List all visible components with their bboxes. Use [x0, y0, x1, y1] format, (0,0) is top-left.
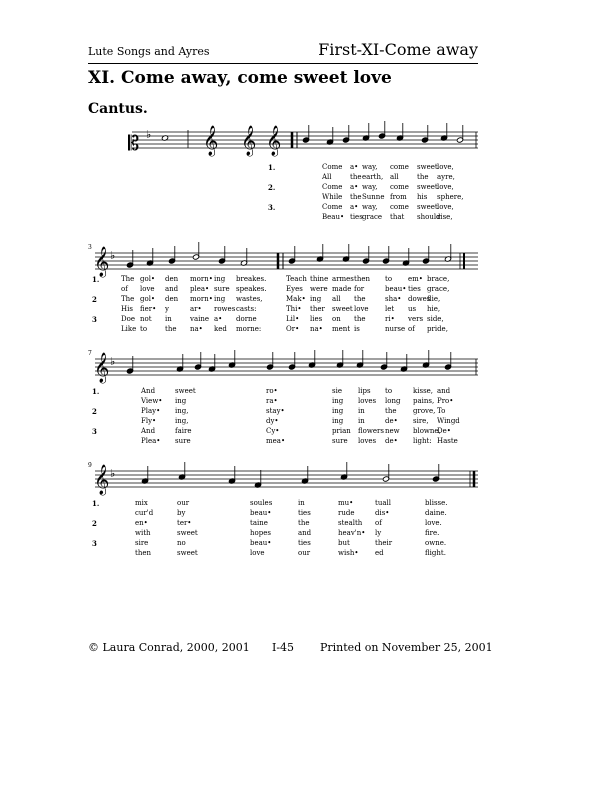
lyric-syllable: that: [390, 213, 405, 221]
lyric-syllable: den: [165, 275, 179, 283]
lyric-syllable: Pro•: [437, 397, 454, 405]
lyric-syllable: grove,: [413, 407, 436, 415]
lyric-syllable: flight.: [425, 549, 446, 557]
lyric-syllable: stealth: [338, 519, 363, 527]
song-title: XI. Come away, come sweet love: [88, 68, 392, 88]
lyric-syllable: morn•: [190, 275, 213, 283]
lyric-syllable: Sunne: [362, 193, 385, 201]
lyric-syllable: soules: [250, 499, 273, 507]
lyric-syllable: pride,: [427, 325, 448, 333]
lyric-syllable: light:: [413, 437, 432, 445]
treble-clef: 𝄞: [94, 353, 110, 383]
lyric-syllable: should: [417, 213, 441, 221]
lyric-syllable: View•: [141, 397, 163, 405]
lyric-syllable: brace,: [427, 275, 450, 283]
lyric-syllable: morn•: [190, 295, 213, 303]
lyric-syllable: ing: [332, 397, 344, 405]
lyric-syllable: ri•: [385, 315, 395, 323]
verse-number: 2: [92, 519, 97, 528]
lyric-syllable: ter•: [177, 519, 192, 527]
lyric-syllable: but: [338, 539, 350, 547]
lyric-syllable: ties: [298, 539, 311, 547]
lyric-syllable: ra•: [266, 397, 278, 405]
lyric-syllable: daine.: [425, 509, 447, 517]
lyric-syllable: to: [385, 275, 393, 283]
lyric-syllable: y: [165, 305, 169, 313]
lyric-syllable: Or•: [286, 325, 300, 333]
lyric-syllable: To: [437, 407, 446, 415]
lyric-syllable: morne:: [236, 325, 262, 333]
lyric-syllable: mu•: [338, 499, 354, 507]
lyric-syllable: em•: [408, 275, 423, 283]
lyric-syllable: Like: [121, 325, 137, 333]
lyric-syllable: ment: [332, 325, 351, 333]
lyric-syllable: sure: [175, 437, 191, 445]
lyric-syllable: vaine: [190, 315, 210, 323]
lyric-syllable: De•: [437, 427, 451, 435]
lyric-syllable: gol•: [140, 275, 156, 283]
lyric-syllable: were: [310, 285, 328, 293]
lyric-syllable: casts:: [236, 305, 257, 313]
lyric-syllable: then: [135, 549, 151, 557]
verse-number: 3.: [268, 203, 276, 212]
lyric-syllable: let: [385, 305, 395, 313]
lyric-syllable: then: [354, 275, 370, 283]
lyric-syllable: new: [385, 427, 400, 435]
lyric-syllable: the: [298, 519, 310, 527]
lyric-syllable: heav'n•: [338, 529, 366, 537]
lyric-syllable: ar•: [190, 305, 202, 313]
lyric-syllable: all: [390, 173, 399, 181]
lyric-syllable: Wingd: [437, 417, 460, 425]
treble-clef: 𝄞: [94, 465, 110, 495]
lyric-syllable: the: [350, 173, 362, 181]
lyric-syllable: vers: [408, 315, 424, 323]
measure-number: 9: [88, 462, 92, 469]
lyric-syllable: Come: [322, 183, 343, 191]
lyric-syllable: in: [358, 407, 365, 415]
lyric-syllable: sweet: [177, 549, 198, 557]
lyric-syllable: ro•: [266, 387, 278, 395]
verse-number: 2.: [268, 183, 276, 192]
lyric-syllable: den: [165, 295, 179, 303]
lyric-syllable: de•: [385, 417, 398, 425]
lyric-syllable: sweet: [332, 305, 353, 313]
lyric-syllable: ties: [350, 213, 363, 221]
lyric-syllable: mea•: [266, 437, 286, 445]
lyric-syllable: Lil•: [286, 315, 300, 323]
lyric-syllable: of: [408, 325, 415, 333]
lyric-syllable: While: [322, 193, 343, 201]
lyric-syllable: kisse,: [413, 387, 434, 395]
verse-number: 1.: [268, 163, 276, 172]
print-date: Printed on November 25, 2001: [320, 641, 493, 654]
lyric-syllable: the: [417, 173, 429, 181]
lyric-syllable: gol•: [140, 295, 156, 303]
measure-number: 7: [88, 350, 92, 357]
lyric-syllable: blisse.: [425, 499, 448, 507]
lyric-syllable: love: [354, 305, 369, 313]
part-label: Cantus.: [88, 101, 148, 117]
lyric-syllable: fier•: [140, 305, 157, 313]
lyric-syllable: sire: [135, 539, 149, 547]
lyric-syllable: the: [385, 407, 397, 415]
lyric-syllable: of: [121, 285, 128, 293]
treble-clef: 𝄞: [266, 126, 282, 156]
lyric-syllable: long: [385, 397, 401, 405]
lyric-syllable: to: [385, 387, 393, 395]
flat-key-signature: ♭: [110, 355, 116, 368]
lyric-syllable: Teach: [286, 275, 307, 283]
lyric-syllable: ing: [175, 397, 187, 405]
lyric-syllable: grace,: [427, 285, 450, 293]
lyric-syllable: nurse: [385, 325, 406, 333]
lyric-syllable: ing: [310, 295, 322, 303]
flat-key-signature: ♭: [110, 467, 116, 480]
lyric-syllable: na•: [310, 325, 323, 333]
lyric-syllable: Come: [322, 203, 343, 211]
lyric-syllable: ther: [310, 305, 325, 313]
lyric-syllable: rowes: [214, 305, 236, 313]
lyric-syllable: de•: [385, 437, 398, 445]
lyric-syllable: of: [375, 519, 382, 527]
lyric-syllable: wastes,: [236, 295, 263, 303]
lyric-syllable: sie: [332, 387, 342, 395]
lyric-syllable: a•: [214, 315, 223, 323]
lyric-syllable: armes: [332, 275, 354, 283]
lyric-syllable: side,: [427, 315, 444, 323]
lyric-syllable: in: [298, 499, 305, 507]
lyric-syllable: and: [165, 285, 179, 293]
lyric-syllable: Plea•: [141, 437, 161, 445]
lyric-syllable: blowne,: [413, 427, 441, 435]
lyric-syllable: thine: [310, 275, 329, 283]
flat-key-signature: ♭: [146, 128, 152, 141]
lyric-syllable: The: [121, 275, 135, 283]
verse-number: 3: [92, 539, 97, 548]
lyric-syllable: loves: [358, 437, 377, 445]
lyric-syllable: the: [350, 193, 362, 201]
lyric-syllable: ayre,: [437, 173, 455, 181]
verse-number: 3: [92, 427, 97, 436]
lyric-syllable: sweet: [177, 529, 198, 537]
lyric-syllable: no: [177, 539, 186, 547]
lyric-syllable: their: [375, 539, 393, 547]
lyric-syllable: come: [390, 183, 409, 191]
lyric-syllable: dis•: [375, 509, 390, 517]
lyric-syllable: love,: [437, 163, 454, 171]
lyric-syllable: not: [140, 315, 152, 323]
lyric-syllable: our: [298, 549, 311, 557]
lyric-syllable: plea•: [190, 285, 210, 293]
lyric-syllable: Fly•: [141, 417, 157, 425]
lyric-syllable: sweet: [417, 183, 438, 191]
lyric-syllable: a•: [350, 203, 359, 211]
lyric-syllable: ked: [214, 325, 227, 333]
lyric-syllable: the: [354, 315, 366, 323]
verse-number: 3: [92, 315, 97, 324]
lyric-syllable: by: [177, 509, 186, 517]
lyric-syllable: to: [140, 325, 148, 333]
lyric-syllable: Eyes: [286, 285, 303, 293]
lyric-syllable: a•: [350, 183, 359, 191]
lyric-syllable: speakes.: [236, 285, 267, 293]
measure-number: 3: [88, 244, 92, 251]
lyric-syllable: sweet: [417, 203, 438, 211]
lyric-syllable: dy•: [266, 417, 279, 425]
lyric-syllable: dowes: [408, 295, 431, 303]
lyric-syllable: and: [437, 387, 451, 395]
lyric-syllable: loves: [358, 397, 377, 405]
lyric-syllable: Play•: [141, 407, 161, 415]
page-number: I-45: [272, 641, 295, 654]
lyric-syllable: Haste: [437, 437, 458, 445]
lyric-syllable: sweet: [175, 387, 196, 395]
lyric-syllable: made: [332, 285, 352, 293]
verse-number: 1.: [92, 275, 100, 284]
verse-number: 1.: [92, 387, 100, 396]
lyric-syllable: owne.: [425, 539, 447, 547]
lyric-syllable: love.: [425, 519, 442, 527]
lyric-syllable: en•: [135, 519, 148, 527]
lyric-syllable: in: [165, 315, 172, 323]
lyric-syllable: come: [390, 203, 409, 211]
treble-clef: 𝄞: [94, 247, 110, 277]
lyric-syllable: ed: [375, 549, 384, 557]
lyric-syllable: beau•: [385, 285, 407, 293]
lyric-syllable: Cy•: [266, 427, 280, 435]
lyric-syllable: ing: [332, 417, 344, 425]
lyric-syllable: All: [322, 173, 332, 181]
lyric-syllable: pains,: [413, 397, 435, 405]
lyric-syllable: tuall: [375, 499, 391, 507]
lyric-syllable: faire: [175, 427, 192, 435]
lyric-syllable: lies: [310, 315, 323, 323]
lyric-syllable: mix: [135, 499, 148, 507]
lyric-syllable: taine: [250, 519, 268, 527]
lyric-syllable: love: [140, 285, 155, 293]
treble-clef: 𝄞: [203, 126, 219, 156]
book-title: Lute Songs and Ayres: [88, 45, 210, 58]
lyric-syllable: sure: [332, 437, 348, 445]
lyric-syllable: all: [332, 295, 341, 303]
lyric-syllable: and: [298, 529, 312, 537]
lyric-syllable: rude: [338, 509, 355, 517]
lyric-syllable: sure: [214, 285, 230, 293]
lyric-syllable: ties: [298, 509, 311, 517]
flat-key-signature: ♭: [110, 249, 116, 262]
lyric-syllable: earth,: [362, 173, 384, 181]
lyric-syllable: sphere,: [437, 193, 464, 201]
lyric-syllable: ing: [214, 275, 226, 283]
lyric-syllable: flowers: [358, 427, 384, 435]
lyric-syllable: ing: [332, 407, 344, 415]
lyric-syllable: sha•: [385, 295, 402, 303]
lyric-syllable: rise,: [437, 213, 453, 221]
lyric-syllable: from: [390, 193, 407, 201]
copyright: © Laura Conrad, 2000, 2001: [88, 641, 250, 654]
lyric-syllable: ing,: [175, 407, 189, 415]
lyric-syllable: na•: [190, 325, 203, 333]
lyric-syllable: And: [141, 387, 156, 395]
lyric-syllable: Mak•: [286, 295, 306, 303]
lyric-syllable: ing: [214, 295, 226, 303]
lyric-syllable: sire,: [413, 417, 429, 425]
lyric-syllable: the: [354, 295, 366, 303]
lyric-syllable: flie,: [427, 295, 441, 303]
lyric-syllable: dorne: [236, 315, 257, 323]
lyric-syllable: the: [165, 325, 177, 333]
lyric-syllable: is: [354, 325, 360, 333]
lyric-syllable: prian: [332, 427, 351, 435]
lyric-syllable: cur'd: [135, 509, 154, 517]
lyric-syllable: grace: [362, 213, 383, 221]
lyric-syllable: love,: [437, 183, 454, 191]
lyric-syllable: on: [332, 315, 341, 323]
lyric-syllable: beau•: [250, 539, 272, 547]
lyric-syllable: breakes.: [236, 275, 267, 283]
lyric-syllable: his: [417, 193, 428, 201]
lyric-syllable: lips: [358, 387, 371, 395]
lyric-syllable: ly: [375, 529, 382, 537]
lyric-syllable: way,: [362, 203, 378, 211]
c-clef: 𝄡: [128, 131, 140, 155]
lyric-syllable: hie,: [427, 305, 441, 313]
lyric-syllable: Doe: [121, 315, 135, 323]
lyric-syllable: Beau•: [322, 213, 345, 221]
verse-number: 1.: [92, 499, 100, 508]
lyric-syllable: love: [250, 549, 265, 557]
lyric-syllable: Come: [322, 163, 343, 171]
lyric-syllable: wish•: [338, 549, 359, 557]
lyric-syllable: way,: [362, 163, 378, 171]
lyric-syllable: ties: [408, 285, 421, 293]
lyric-syllable: a•: [350, 163, 359, 171]
lyric-syllable: His: [121, 305, 133, 313]
lyric-syllable: stay•: [266, 407, 285, 415]
lyric-syllable: come: [390, 163, 409, 171]
lyric-syllable: love,: [437, 203, 454, 211]
lyric-syllable: hopes: [250, 529, 271, 537]
lyric-syllable: in: [358, 417, 365, 425]
lyric-syllable: way,: [362, 183, 378, 191]
running-title: First-XI-Come away: [318, 40, 478, 59]
treble-clef: 𝄞: [241, 126, 257, 156]
lyric-syllable: sweet: [417, 163, 438, 171]
lyric-syllable: our: [177, 499, 190, 507]
verse-number: 2: [92, 407, 97, 416]
lyric-syllable: us: [408, 305, 417, 313]
lyric-syllable: for: [354, 285, 365, 293]
lyric-syllable: ing,: [175, 417, 189, 425]
lyric-syllable: beau•: [250, 509, 272, 517]
lyric-syllable: And: [141, 427, 156, 435]
verse-number: 2: [92, 295, 97, 304]
lyric-syllable: Thi•: [286, 305, 302, 313]
lyric-syllable: fire.: [425, 529, 440, 537]
lyric-syllable: with: [135, 529, 151, 537]
lyric-syllable: The: [121, 295, 135, 303]
